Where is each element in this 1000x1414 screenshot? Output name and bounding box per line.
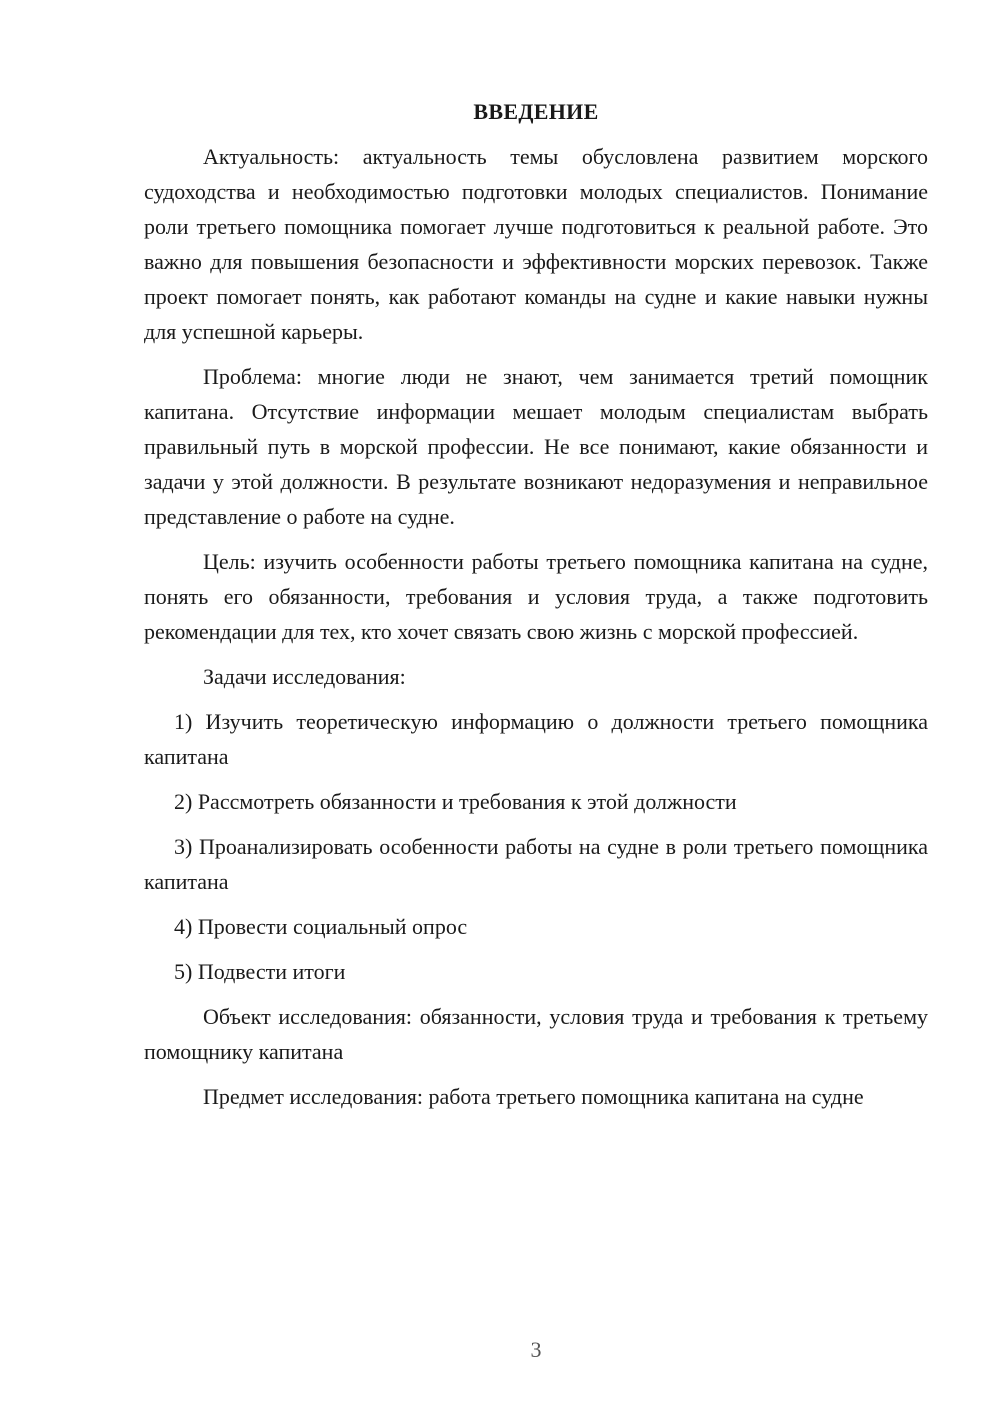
section-title: ВВЕДЕНИЕ xyxy=(473,99,599,124)
goal-paragraph: Цель: изучить особенности работы третьего помощника капитана на судне, понять его обязанности, требования и условия труда, а также подготовить рекомендации для тех, кто хочет связать свою жизнь с морской профессией. xyxy=(144,549,928,644)
object-paragraph: Объект исследования: обязанности, условия труда и требования к третьему помощнику капитана xyxy=(144,1004,928,1064)
tasks-heading: Задачи исследования: xyxy=(203,664,406,689)
page-content xyxy=(144,94,928,1124)
page-number: 3 xyxy=(530,1337,542,1362)
tasks-list xyxy=(144,704,928,989)
list-item: 1) Изучить теоретическую информацию о должности третьего помощника капитана xyxy=(144,709,928,769)
list-item: 3) Проанализировать особенности работы на судне в роли третьего помощника капитана xyxy=(144,834,928,894)
subject-paragraph: Предмет исследования: работа третьего помощника капитана на судне xyxy=(203,1084,864,1109)
list-item: 2) Рассмотреть обязанности и требования к этой должности xyxy=(174,789,737,814)
list-item: 4) Провести социальный опрос xyxy=(174,914,468,939)
problem-paragraph: Проблема: многие люди не знают, чем занимается третий помощник капитана. Отсутствие информации мешает молодым специалистам выбрать правильный путь в морской профессии. Не все понимают, какие обязанности и задачи у этой должности. В результате возникают недоразумения и неправильное представление о работе на судне. xyxy=(144,364,928,529)
list-item: 5) Подвести итоги xyxy=(174,959,346,984)
relevance-paragraph: Актуальность: актуальность темы обусловлена развитием морского судоходства и необходимостью подготовки молодых специалистов. Понимание роли третьего помощника помогает лучше подготовиться к реальной работе. Это важно для повышения безопасности и эффективности морских перевозок. Также проект помогает понять, как работают команды на судне и какие навыки нужны для успешной карьеры. xyxy=(144,144,928,344)
